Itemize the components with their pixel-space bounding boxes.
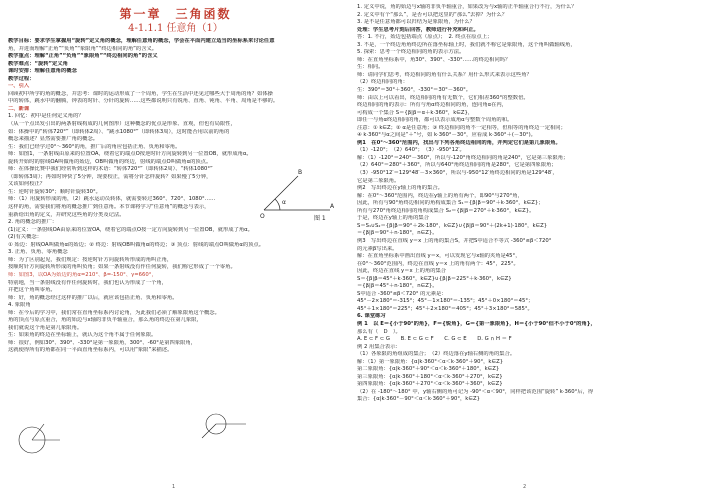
text-line: 它是第二象限角。	[357, 177, 400, 184]
figure-3	[194, 400, 254, 446]
text-line: S＝S₁∪S₂＝{β|β＝90°＋2k·180°，k∈Z}∪{β|β＝90°＋(2k+1)·180°，k∈Z}	[357, 222, 548, 229]
text-line: （1）-120°； （2）640°； （3）-950°12′。	[357, 147, 465, 154]
figure-1	[258, 166, 344, 222]
text-line: 1. 定义中说，角的始边与x轴的非负半轴重合，如果改为与x轴的正半轴重合行不行，为什么？	[357, 4, 577, 10]
text-line: 在0°～360°范围内，终边在直线 y＝x 上的角有两个：45°，225°。	[357, 260, 519, 267]
text-line: 这就使得所有的角都在同一平面直角坐标系内，可以用“象限”来描述。	[8, 347, 173, 354]
text-line: ① 始边：射线OA叫做角α的始边；② 终边：射线OB叫做角α的终边；③ 顶点：射线的端点O叫做角α的顶点。	[8, 241, 265, 248]
text-line: 4. 象限角	[8, 302, 31, 309]
text-line: 生：我们已经学过0°～360°的角，推广后的角应包括正角、负角和零角。	[8, 143, 181, 150]
text-line: ＝{β|β＝90°＋n·180°，n∈Z}。	[357, 230, 438, 237]
text-line: 这样的角，需要我们将角的概念推广到任意角。本节课将学习“任意角”的概念与表示，	[8, 204, 210, 211]
text-line: 生：逆时针旋转30°；顺时针旋转30°。	[8, 188, 101, 195]
text-line: 例1 在0°～360°范围内，找出与下列各角终边相同的角，并判定它们是第几象限角。	[357, 139, 561, 146]
text-line: 中的转体，跳水中的翻腾，钟表的时针、分针的旋转……这些都说明只有锐角、直角、钝角、平角、周角是不够的。	[8, 98, 279, 105]
text-line: 教学重点：理解“正角”“负角”“象限角”“终边相同的角”的含义	[8, 53, 158, 60]
text-line: S＝{β|β＝45°＋k·360°，k∈Z}∪{β|β＝225°＋k·360°，k∈Z}	[357, 275, 512, 282]
text-line: (2)有关概念：	[8, 234, 42, 241]
text-line: 师：在体操比赛中我们经常听到这样的术语：“转体720°”（即转体2周）、“转体1080°”	[8, 166, 213, 173]
angle-arc	[275, 199, 280, 210]
text-line: 可构成一个集合 S＝{β|β＝α＋k·360°，k∈Z}，	[357, 109, 474, 116]
text-line: 所有与270°角终边相同的角构成集合 S₂＝{β|β＝270°＋k·360°，k∈Z}。	[357, 207, 535, 214]
text-line: 角的顶点与原点重合，角的始边与x轴的非负半轴重合，那么角的终边在第几象限，	[8, 317, 202, 324]
text-line: ＝{β|β＝45°＋n·180°，n∈Z}。	[357, 283, 438, 290]
text-line: 一、引入	[8, 83, 30, 90]
text-line: 例2 写出终边在y轴上的角的集合。	[357, 185, 443, 192]
text-line: 生：如果角的终边在坐标轴上，就认为这个角不属于任何象限。	[8, 332, 157, 339]
page-number-left: 1	[172, 484, 176, 490]
text-line: 师：由以上可以看出，终边相同的角有无数个，它们相差360°的整数倍。	[357, 94, 529, 101]
text-line: 教学过程：	[8, 75, 35, 82]
text-line: 1. 回忆：初中是任何定义角的？	[8, 113, 84, 120]
label-b: B	[298, 169, 303, 176]
text-line: 师：为了区别起见，我们规定：按逆时针方向旋转所形成的角叫正角，	[8, 256, 173, 263]
text-line: 处理：学生思考片刻后回答，教师进行补充和纠正。	[357, 26, 479, 33]
text-line: （从一个点出发引出的两条射线构成的几何图形）这种概念的优点是形象、直观，但也有局限性，	[8, 121, 236, 128]
text-line: 生：390°＝30°＋360°，-330°＝30°－360°。	[357, 87, 472, 94]
text-line: 解：在0°～360°范围内，终边在y轴上的角有两个，即90°与270°角，	[357, 192, 523, 199]
label-alpha: α	[282, 199, 286, 206]
text-line: 第三象限角：{α|k·360°＋180°＜α＜k·360°＋270°，k∈Z}	[357, 373, 503, 380]
text-line: 师：如图3，以OA为始边的角α=210°、β=-150°、γ=660°，	[8, 271, 157, 278]
text-line: 即任一与角α终边相同的角，都可以表示成角α与整数个周角的和。	[357, 117, 513, 124]
text-line: 重新给出角的定义，并研究这些角的分类及记法。	[8, 211, 125, 218]
text-line: ④ k·360°与α之间是“＋”号，如 k·360°－30°，应看成 k·360°＋(－30°)。	[357, 132, 536, 139]
text-line: 特别地，当一条射线没有作任何旋转时，我们也认为形成了一个角，	[8, 279, 167, 286]
text-line: 5. 探索：思考一个终边相同的角的表示方法。	[357, 49, 465, 56]
text-line: 教学目标：要求学生掌握用“旋转”定义角的概念，理解任意角的概念，学会在平面内建立适当的坐标系来讨论任意	[8, 38, 275, 44]
text-line: 答：1. 不行，始边包括端点（原点）； 2. 终点在原点上；	[357, 34, 493, 41]
page-right-body	[357, 4, 692, 404]
text-line: 并把这个角叫零角。	[8, 287, 56, 294]
text-line: （2）终边相同的角：	[357, 79, 409, 86]
text-line: 师：在直角坐标系中，角30°、390°、-330°……的终边相同吗？	[357, 56, 511, 63]
text-line: A. E ⊂ F ⊂ G B. E ⊂ G ⊂ F C. G ⊂ E D. G ∩ H ＝ F	[357, 336, 512, 343]
figure-1-caption: 图 1	[314, 215, 326, 222]
text-line: 课时安排：理解任意角的概念	[8, 68, 77, 75]
text-line: 45°＋1×180°＝225°；45°＋2×180°＝405°；45°＋3×180°＝585°。	[357, 305, 533, 312]
text-line: 如：体操中的“转体720°”（即转体2周）、“跳水1080°”（即转体3周），这时能否用以前的角的	[8, 128, 230, 135]
text-line: 3. 不是，一个终边角角终边所在落坐标轴上时，我们就不称它是象限角，这个角叫做轴线角，	[357, 41, 576, 48]
text-line: 3. 是不是任意角都可以归结为是象限角，为什么？	[357, 19, 475, 26]
text-line: （1）各象限的角组成的集合； （2）终边落在y轴右侧的角的集合。	[357, 351, 516, 358]
ray-ob	[264, 176, 298, 210]
text-line: 2. 定义中有个“那么”，是否可以把这里的“那么”去掉？为什么？	[357, 11, 508, 18]
text-line: 45°－2×180°＝-315°；45°－1×180°＝-135°；45°＋0×180°＝45°；	[357, 298, 534, 305]
section-title: 4-1.1.1 任意角（1）	[128, 23, 223, 34]
text-line: 回顾初中所学的角的概念，并思考：课时的运动形成了一个周角，学生在生活中还见过哪些大于周角的角？如体操	[8, 90, 273, 97]
text-line: 集合：{α|k·360°－90°＜α＜k·360°＋90°，k∈Z}	[357, 396, 480, 403]
text-line: 按顺时针方向旋转所形成的角叫负角；如果一条射线没有作任何旋转，我们称它形成了一个零角。	[8, 264, 236, 271]
text-line: 教学难点：“旋转”定义角	[8, 60, 68, 67]
text-line: 第四象限角：{α|k·360°＋270°＜α＜k·360°＋360°，k∈Z}	[357, 381, 503, 388]
terminal-side	[202, 424, 216, 438]
text-line: 师：好，角的概念经过这样的推广以后，就应该包括正角、负角和零角。	[8, 294, 178, 301]
text-line: 例 1 以 E＝{小于90°的角}，F＝{锐角}，G＝{第一象限角}，H＝{小于90°但不小于0°的角}，	[357, 320, 596, 327]
text-line: 2. 角的概念的推广：	[8, 219, 58, 226]
text-line: 旋转开始时的射线OA叫做角的始边，OB叫做角的终边，射线的端点O叫做角α的顶点。	[8, 158, 212, 165]
text-line: 又该如何校正？	[8, 181, 46, 188]
text-line: 师：（1）用旋转形成的角，（2）跳水运动员转体，就需要转过360°、720°、1080°……	[8, 196, 216, 203]
text-line: 师：请同学们思考，终边相同的角有什么关系？用什么形式来表示这些角？	[357, 71, 532, 78]
figure-1-diagram	[264, 176, 330, 210]
text-line: 3. 正角、负角、零角概念	[8, 249, 68, 256]
text-line: 终边相同的角的表示：所有与角α终边相同的角，连同角α在内，	[357, 102, 508, 109]
text-line: 师：很好，例如30°、390°、-330°是第一象限角，300°、-60°是第四象限角，	[8, 339, 197, 346]
text-line: 师：如图1，一条射线由原来的位置OA，绕着它的端点O按逆时针方向旋转到另一位置OB，就形成角α。	[8, 151, 252, 158]
text-line: 例 2 用集合表示：	[357, 343, 401, 350]
text-line: 因此，所有与90°角终边相同的角构成集合 S₁＝{β|β＝90°＋k·360°，k∈Z}；	[357, 200, 544, 207]
text-line: 角，并进而理解“正角”“负角”“象限角”“终边相同的角”的含义。	[8, 45, 158, 52]
text-line: 6. 课堂练习	[357, 313, 386, 320]
text-line: （即转体3周）；再如时钟快了5分钟，现要校正，需将分针怎样旋转？如果慢了5分钟，	[8, 173, 212, 180]
text-line: 的元素β写出来。	[357, 245, 398, 252]
text-line: （2）640°＝280°＋360°，所以与640°角终边相同的角是280°，它是第四象限角；	[357, 162, 557, 169]
chapter-title: 第一章 三角函数	[119, 7, 232, 21]
text-line: 生：相同。	[357, 64, 384, 71]
text-line: 概念来描述？显然需要推广角的概念。	[8, 136, 99, 143]
page-number-right: 2	[523, 484, 527, 490]
page-right	[351, 0, 702, 496]
text-line: 解：（1）-120°＝240°－360°，所以与-120°角终边相同的角是240°，它是第三象限角；	[357, 154, 569, 161]
text-line: 例3 写出终边在直线 y＝x 上的角的集合S，并把S中适合不等式 -360°≤β＜720°	[357, 237, 552, 244]
text-line: 因此，终边在直线 y＝x 上的角的集合	[357, 268, 447, 275]
text-line: 于是，终边在y轴上的角的集合	[357, 215, 429, 222]
figure-4	[4, 418, 64, 464]
text-line: 二、新课	[8, 105, 30, 112]
text-line: 注意：① k∈Z；② α是任意角；③ 终边相同的角不一定相等，但相等的角终边一定相同；	[357, 124, 566, 131]
text-line: 我们就说这个角是第几象限角。	[8, 324, 83, 331]
label-a: A	[330, 203, 335, 210]
text-line: 师：在今后的学习中，我们常在直角坐标系内讨论角，为此我们必须了解象限角这个概念。	[8, 309, 220, 316]
text-line: (1)定义：一条射线OA由原来的位置OA，绕着它的端点O按一定方向旋转到另一位置OB，就形成了角α。	[8, 226, 253, 233]
label-o: O	[260, 213, 265, 220]
text-line: （3）-950°12′＝129°48′－3×360°，所以与-950°12′角终边相同的角是129°48′，	[357, 170, 558, 177]
text-line: 解：（1）第一象限角：{α|k·360°＜α＜k·360°＋90°，k∈Z}	[357, 358, 504, 365]
text-line: 第二象限角：{α|k·360°＋90°＜α＜k·360°＋180°，k∈Z}	[357, 366, 500, 373]
text-line: （2）在 -180°～180° 中，y轴右侧的角可记为 -90°＜α＜90°，同样把该范围“旋转” k·360°后，得	[357, 388, 594, 395]
text-line: S中适合 -360°≤β＜720° 的元素是：	[357, 290, 447, 297]
text-line: 那么有（ D ）。	[357, 328, 401, 335]
text-line: 解：在直角坐标系中画出直线 y＝x，可以发现它与x轴的夹角是45°，	[357, 253, 521, 260]
